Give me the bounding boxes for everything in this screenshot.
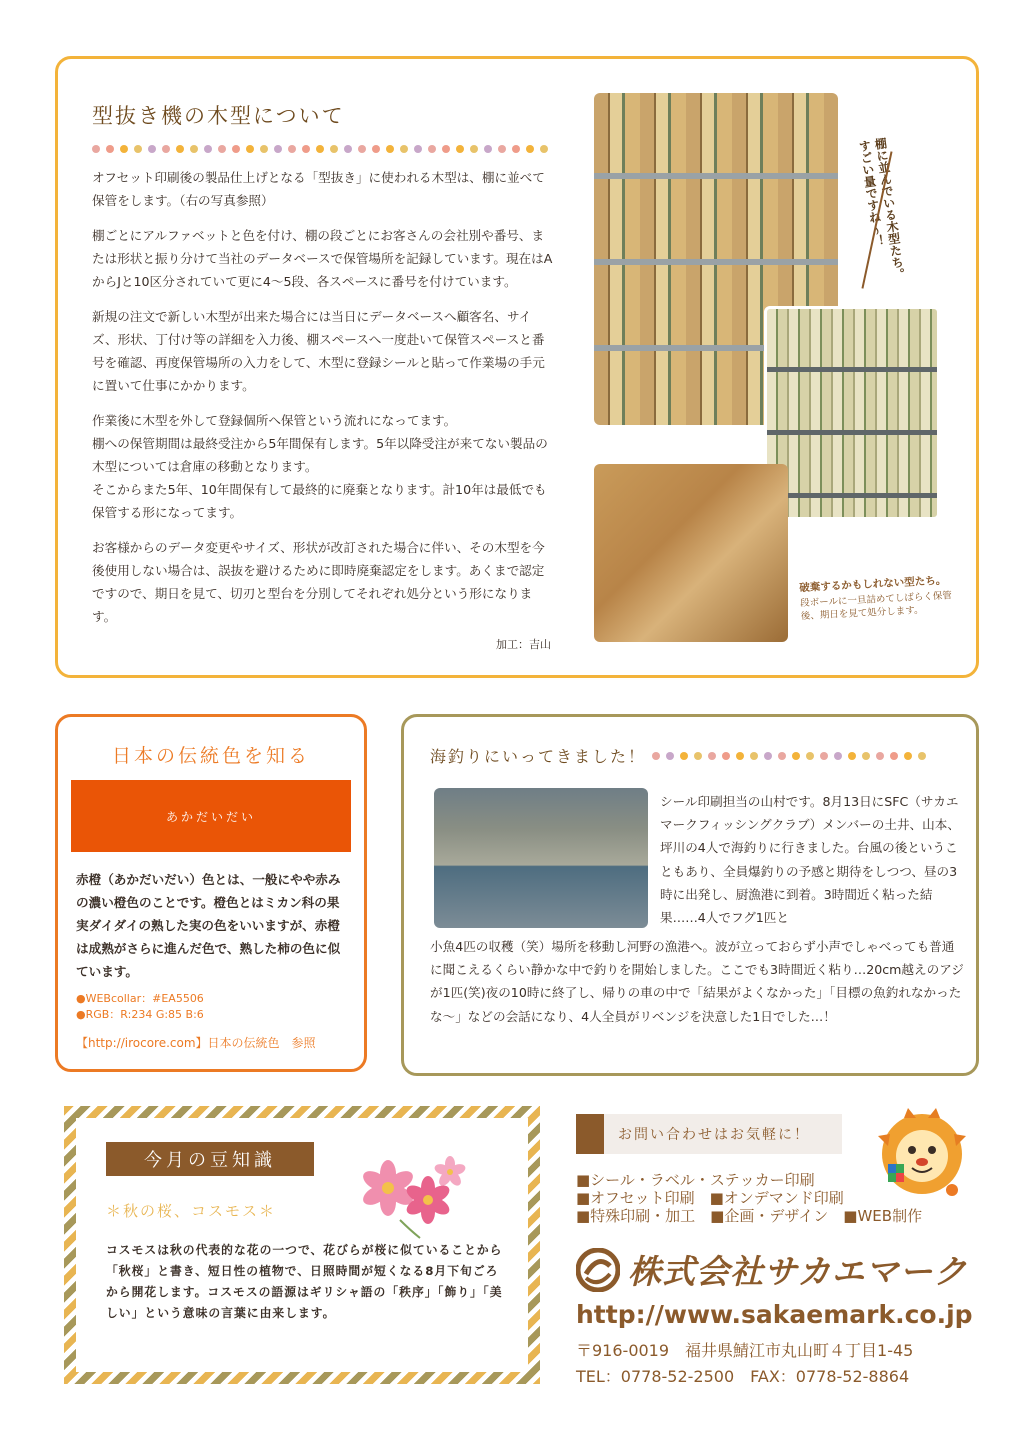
service-item: ■特殊印刷・加工 ■企画・デザイン ■WEB制作 bbox=[576, 1207, 923, 1225]
wood-body bbox=[92, 166, 554, 628]
web-color-value: ●WEBcollar：#EA5506 bbox=[76, 992, 204, 1005]
wood-credit: 加工：吉山 bbox=[496, 638, 551, 651]
box-photo-caption bbox=[799, 572, 961, 623]
wood-paragraph: オフセット印刷後の製品仕上げとなる「型抜き」に使われる木型は、棚に並べて保管をします。（右の写真参照） bbox=[92, 170, 545, 208]
company-url[interactable]: http://www.sakaemark.co.jp bbox=[576, 1300, 973, 1329]
fishing-title-dots bbox=[652, 752, 926, 760]
wood-paragraph: お客様からのデータ変更やサイズ、形状が改訂された場合に伴い、その木型を今後使用しない場合は、誤抜を避けるために即時廃棄認定をします。あくまで認定ですので、期日を見て、切刃と型台を分別してそれぞれ処分という形になります。 bbox=[92, 540, 545, 624]
shelf-photo-caption: 棚に並んでいる木型たち。すごい量ですね〜！ bbox=[856, 136, 907, 282]
wood-paragraph: 新規の注文で新しい木型が出来た場合には当日にデータベースへ顧客名、サイズ、形状、丁付け等の詳細を入力後、棚スペースへ一度赴いて保管スペースと番号を確認、再度保管場所の入力をして、木型に登録シールと貼って作業場の手元に置いて仕事にかかります。 bbox=[92, 309, 545, 393]
color-description: 赤橙（あかだいだい）色とは、一般にやや赤みの濃い橙色のことです。橙色とはミカン科の果実ダイダイの熟した実の色をいいますが、赤橙は成熟がさらに進んだ色で、熟した柿の色に似ています。 bbox=[76, 872, 341, 979]
cosmos-flower-icon bbox=[350, 1150, 470, 1240]
rgb-value: ●RGB：R:234 G:85 B:6 bbox=[76, 1008, 204, 1021]
color-swatch bbox=[71, 780, 351, 852]
wood-paragraph: 棚ごとにアルファベットと色を付け、棚の段ごとにお客さんの会社別や番号、または形状と振り分けて当社のデータベースで保管場所を記録しています。現在はAからJと10区分されていて更に4〜5段、各スペースに番号を付けています。 bbox=[92, 228, 553, 289]
contact-heading: お問い合わせはお気軽に！ bbox=[618, 1127, 810, 1143]
service-list bbox=[576, 1171, 922, 1225]
fishing-title: 海釣りにいってきました！ bbox=[430, 747, 647, 766]
trivia-text: コスモスは秋の代表的な花の一つで、花びらが桜に似ていることから「秋桜」と書き、短日性の植物で、日照時間が短くなる8月下旬ごろから開花します。コスモスの語源はギリシャ語の「秩序」「飾り」「美しい」という意味の言葉に由来します。 bbox=[106, 1243, 503, 1320]
wood-title-dots bbox=[92, 145, 548, 153]
fishing-text-top: シール印刷担当の山村です。8月13日にSFC（サカエマークフィッシングクラブ）メンバーの土井、山本、坪川の4人で海釣りに行きました。台風の後ということもあり、全員爆釣りの予感と期待をしつつ、昼の3時に出発し、厨漁港に到着。3時間近く粘った結果……4人でフグ1匹と bbox=[660, 794, 960, 926]
company-logo-icon bbox=[576, 1248, 620, 1292]
fishing-photo bbox=[434, 788, 648, 928]
cardboard-box-photo bbox=[594, 464, 788, 642]
fishing-text-bottom: 小魚4匹の収穫（笑）場所を移動し河野の漁港へ。波が立っておらず小声でしゃべっても普通に聞こえるくらい静かな中で釣りを開始しました。ここでも3時間近く粘り…20cm越えのアジが1匹(笑)夜の10時に終了し、帰りの車の中で「結果がよくなかった」「目標の魚釣れなかったな〜」などの会話になり、4人全員がリベンジを決意した1日でした…！ bbox=[430, 939, 964, 1024]
wood-paragraph: 作業後に木型を外して登録個所へ保管という流れになってます。 棚への保管期間は最終受注から5年間保有します。5年以降受注が来てない製品の木型については倉庫の移動となります。 そこからまた5年、10年間保有して最終的に廃棄となります。計10年は最低でも保管する形になってます。 bbox=[92, 413, 548, 520]
company-name: 株式会社サカエマーク bbox=[628, 1252, 968, 1291]
color-section-title: 日本の伝統色を知る bbox=[111, 745, 310, 767]
box-caption-text: 段ボールに一旦詰めてしばらく保管後、期日を見て処分します。 bbox=[799, 590, 953, 623]
color-reference: 【http://irocore.com】日本の伝統色 参照 bbox=[76, 1036, 316, 1050]
service-item: ■シール・ラベル・ステッカー印刷 bbox=[576, 1171, 815, 1189]
trivia-title: 今月の豆知識 bbox=[106, 1142, 314, 1176]
service-item: ■オフセット印刷 ■オンデマンド印刷 bbox=[576, 1189, 844, 1207]
box-caption-title: 破棄するかもしれない型たち。 bbox=[799, 574, 947, 595]
shelf-photo-2 bbox=[764, 306, 940, 520]
company-address: 〒916-0019 福井県鯖江市丸山町４丁目1-45 bbox=[576, 1341, 914, 1360]
wood-section-title: 型抜き機の木型について bbox=[92, 104, 345, 128]
company-phone: TEL：0778-52-2500 FAX：0778-52-8864 bbox=[576, 1367, 910, 1386]
swatch-name: あかだいだい bbox=[165, 809, 256, 824]
contact-heading-bar bbox=[576, 1114, 842, 1154]
trivia-subtitle: ＊秋の桜、コスモス＊ bbox=[106, 1202, 277, 1220]
company-logo bbox=[576, 1246, 967, 1293]
